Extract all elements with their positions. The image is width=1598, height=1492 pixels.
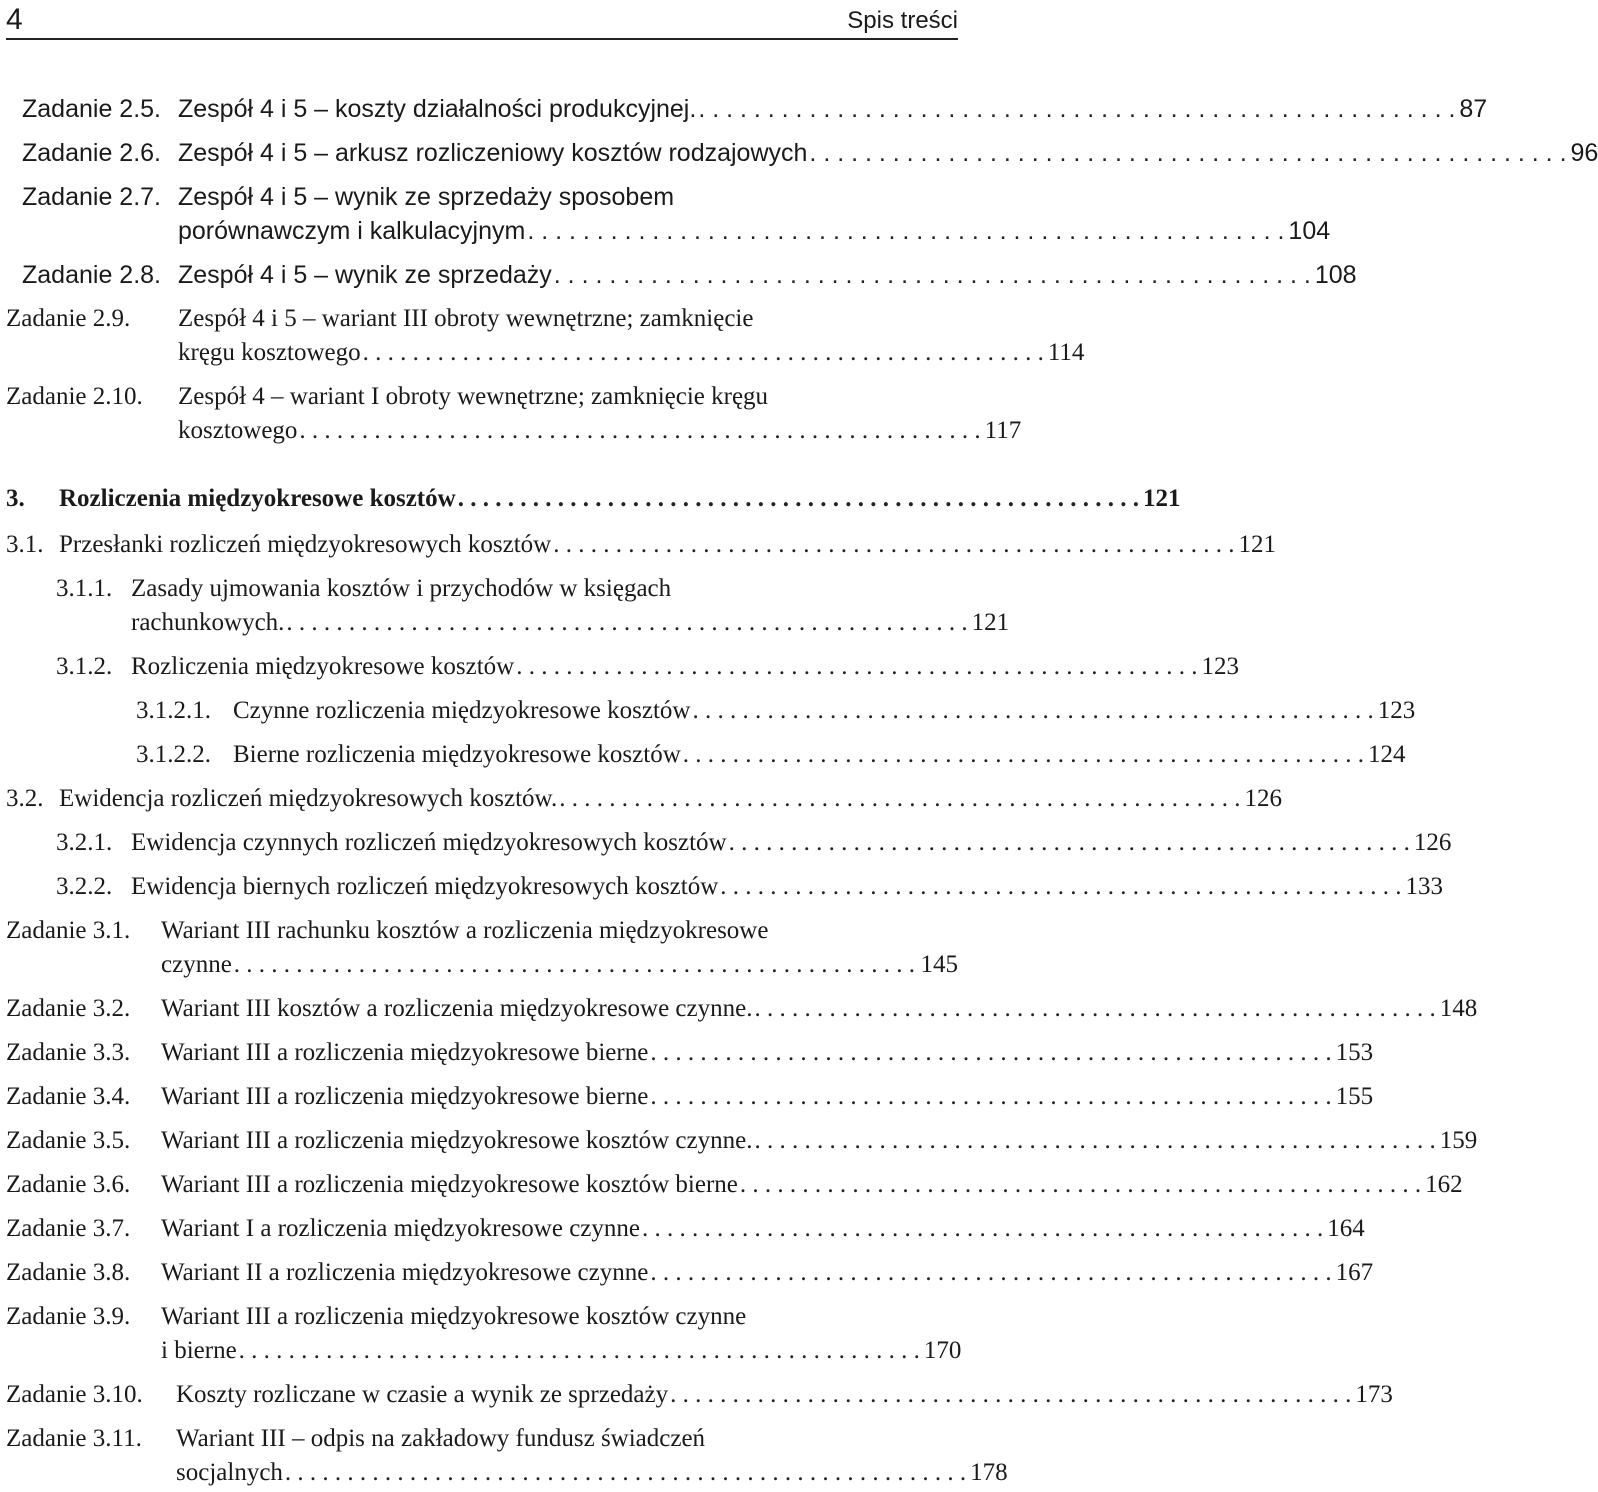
toc-entry-line [22, 258, 1357, 292]
toc-entry[interactable] [6, 992, 1478, 1026]
toc-entry-line [6, 1168, 1463, 1202]
toc-entry-page-number: 167 [1335, 1259, 1374, 1286]
toc-entry-title: Zespół 4 i 5 – wynik ze sprzedaży sposobem [178, 183, 675, 211]
toc-entry-page-number: 123 [1201, 653, 1239, 680]
toc-entry-number: Zadanie 3.8. [6, 1259, 131, 1286]
toc-entry-title: Zespół 4 – wariant I obroty wewnętrzne; zamknięcie kręgu [178, 383, 769, 410]
toc-entry-line [6, 302, 958, 336]
toc-dot-leader: . . . . . . . . . . . . . . . . . . . . . . . . . . . . . . . . . . . . . . . . . . . . . . . . . . . . . . . [650, 1039, 1332, 1066]
toc-entry-continuation [22, 214, 1331, 248]
toc-entry-page-number: 121 [1238, 531, 1276, 558]
toc-entry-line [6, 1256, 1374, 1290]
toc-entry[interactable] [6, 1422, 1008, 1490]
toc-entry-number: Zadanie 2.6. [22, 139, 161, 167]
toc-dot-leader: . . . . . . . . . . . . . . . . . . . . . . . . . . . . . . . . . . . . . . . . . . . . . . . . . . . . . . . [754, 995, 1436, 1022]
toc-entry-number: 3.2.1. [56, 829, 113, 856]
toc-entry-continuation [6, 336, 1085, 370]
toc-dot-leader: . . . . . . . . . . . . . . . . . . . . . . . . . . . . . . . . . . . . . . . . . . . . . . . . . . . . . . . [698, 95, 1456, 123]
toc-entry-number: 3.1.2.2. [136, 741, 211, 768]
toc-entry[interactable] [6, 302, 1085, 370]
toc-entry[interactable] [6, 482, 1181, 516]
toc-dot-leader: . . . . . . . . . . . . . . . . . . . . . . . . . . . . . . . . . . . . . . . . . . . . . . . . . . . . . . . [692, 697, 1374, 724]
toc-entry-title: Czynne rozliczenia międzyokresowe kosztów [233, 697, 691, 724]
toc-entry-page-number: 126 [1244, 785, 1282, 812]
toc-entry-continuation [6, 948, 958, 982]
toc-entry-page-number: 155 [1335, 1083, 1374, 1110]
toc-entry-title: Zespół 4 i 5 – koszty działalności produkcyjnej. [178, 95, 697, 123]
toc-entry-page-number: 148 [1439, 995, 1478, 1022]
toc-entry-page-number: 124 [1368, 741, 1406, 768]
toc-dot-leader: . . . . . . . . . . . . . . . . . . . . . . . . . . . . . . . . . . . . . . . . . . . . . . . . . . . . . . . [553, 261, 1311, 289]
toc-entry-number: Zadanie 3.5. [6, 1127, 131, 1154]
toc-entry-number: Zadanie 3.3. [6, 1039, 131, 1066]
toc-dot-leader: . . . . . . . . . . . . . . . . . . . . . . . . . . . . . . . . . . . . . . . . . . . . . . . . . . . . . . . [642, 1215, 1324, 1242]
toc-entry-title: Rozliczenia międzyokresowe kosztów [59, 485, 456, 512]
toc-entry-number: Zadanie 2.9. [6, 305, 131, 332]
toc-entry-title: Wariant III a rozliczenia międzyokresowe kosztów bierne [161, 1171, 738, 1198]
toc-entry[interactable] [6, 1378, 1393, 1412]
toc-entry-title: Wariant III a rozliczenia międzyokresowe kosztów czynne. [161, 1127, 753, 1154]
toc-entry-line [22, 92, 1488, 126]
toc-entry[interactable] [136, 738, 1406, 772]
toc-entry-title: i bierne [161, 1337, 237, 1364]
toc-entry-continuation [6, 414, 1022, 448]
toc-entry-title: czynne [161, 951, 232, 978]
running-head: Spis treści [847, 7, 958, 34]
toc-entry-line [6, 992, 1478, 1026]
toc-dot-leader: . . . . . . . . . . . . . . . . . . . . . . . . . . . . . . . . . . . . . . . . . . . . . . . . . . . . . . . [728, 829, 1410, 856]
toc-entry-line [6, 380, 958, 414]
toc-entry[interactable] [6, 1080, 1374, 1114]
toc-entry-number: 3. [6, 485, 25, 512]
toc-entry[interactable] [6, 1124, 1478, 1158]
toc-entry-page-number: 121 [1142, 485, 1181, 512]
toc-entry-number: Zadanie 3.1. [6, 917, 131, 944]
toc-dot-leader: . . . . . . . . . . . . . . . . . . . . . . . . . . . . . . . . . . . . . . . . . . . . . . . . . . . . . . . [670, 1381, 1352, 1408]
toc-entry-title: Bierne rozliczenia międzyokresowe kosztów [233, 741, 681, 768]
toc-entry-page-number: 164 [1327, 1215, 1365, 1242]
toc-dot-leader: . . . . . . . . . . . . . . . . . . . . . . . . . . . . . . . . . . . . . . . . . . . . . . . . . . . . . . . [457, 485, 1139, 512]
toc-entry-line [6, 1036, 1374, 1070]
toc-entry-line [6, 1422, 958, 1456]
toc-entry-title: Wariant III a rozliczenia międzyokresowe bierne [161, 1039, 649, 1066]
toc-dot-leader: . . . . . . . . . . . . . . . . . . . . . . . . . . . . . . . . . . . . . . . . . . . . . . . . . . . . . . . [527, 217, 1285, 245]
toc-entry-line [6, 528, 1276, 562]
toc-entry[interactable] [22, 92, 1488, 126]
toc-entry-title: Wariant II a rozliczenia międzyokresowe czynne [161, 1259, 649, 1286]
toc-entry-title: Wariant III rachunku kosztów a rozliczenia międzyokresowe [161, 917, 769, 944]
toc-entry[interactable] [6, 1036, 1374, 1070]
toc-entry-line [56, 826, 1452, 860]
toc-entry-title: Zasady ujmowania kosztów i przychodów w księgach [131, 575, 672, 602]
toc-entry-line [136, 694, 1416, 728]
toc-entry[interactable] [6, 380, 1022, 448]
toc-entry[interactable] [56, 826, 1452, 860]
toc-entry-title: kręgu kosztowego [178, 339, 361, 366]
toc-entry-continuation [6, 1456, 1008, 1490]
toc-entry-line [22, 180, 958, 214]
toc-entry-page-number: 104 [1288, 217, 1331, 245]
toc-entry-page-number: 96 [1570, 139, 1598, 167]
toc-entry-line [6, 482, 1181, 516]
toc-entry[interactable] [6, 1168, 1463, 1202]
toc-entry[interactable] [136, 694, 1416, 728]
toc-entry-page-number: 162 [1425, 1171, 1463, 1198]
toc-entry[interactable] [56, 650, 1239, 684]
toc-entry-title: rachunkowych. [131, 609, 285, 636]
toc-entry-title: socjalnych [176, 1459, 283, 1486]
toc-dot-leader: . . . . . . . . . . . . . . . . . . . . . . . . . . . . . . . . . . . . . . . . . . . . . . . . . . . . . . . [299, 417, 981, 444]
toc-entry-continuation [56, 606, 1010, 640]
toc-entry[interactable] [6, 528, 1276, 562]
toc-entry-page-number: 170 [923, 1337, 962, 1364]
toc-dot-leader: . . . . . . . . . . . . . . . . . . . . . . . . . . . . . . . . . . . . . . . . . . . . . . . . . . . . . . . [739, 1171, 1422, 1198]
toc-entry-title: porównawczym i kalkulacyjnym [178, 217, 526, 245]
toc-entry-line [6, 1212, 1365, 1246]
toc-entry-number: 3.1.2.1. [136, 697, 211, 724]
toc-entry-line [22, 136, 1598, 170]
toc-entry-title: Wariant III kosztów a rozliczenia międzyokresowe czynne. [161, 995, 753, 1022]
toc-entry-number: Zadanie 3.6. [6, 1171, 131, 1198]
toc-dot-leader: . . . . . . . . . . . . . . . . . . . . . . . . . . . . . . . . . . . . . . . . . . . . . . . . . . . . . . . [286, 609, 968, 636]
toc-entry-title: Zespół 4 i 5 – wariant III obroty wewnętrzne; zamknięcie [178, 305, 754, 332]
toc-entry-number: Zadanie 2.8. [22, 261, 161, 289]
toc-entry-title: Zespół 4 i 5 – arkusz rozliczeniowy kosztów rodzajowych [178, 139, 808, 167]
toc-dot-leader: . . . . . . . . . . . . . . . . . . . . . . . . . . . . . . . . . . . . . . . . . . . . . . . . . . . . . . . [650, 1083, 1332, 1110]
toc-entry-number: 3.1. [6, 531, 44, 558]
toc-entry-number: Zadanie 3.9. [6, 1303, 131, 1330]
toc-entry-number: Zadanie 3.11. [6, 1425, 142, 1452]
toc-entry[interactable] [22, 180, 1331, 248]
toc-entry-title: Ewidencja czynnych rozliczeń międzyokresowych kosztów [131, 829, 727, 856]
toc-dot-leader: . . . . . . . . . . . . . . . . . . . . . . . . . . . . . . . . . . . . . . . . . . . . . . . . . . . . . . . [682, 741, 1364, 768]
toc-entry[interactable] [22, 136, 1598, 170]
toc-entry[interactable] [56, 572, 1010, 640]
toc-entry-number: Zadanie 3.10. [6, 1381, 143, 1408]
toc-entry-number: Zadanie 3.2. [6, 995, 131, 1022]
toc-entry-page-number: 178 [970, 1459, 1008, 1486]
toc-entry[interactable] [6, 1256, 1374, 1290]
toc-entry-number: 3.1.2. [56, 653, 113, 680]
toc-entry-title: Przesłanki rozliczeń międzyokresowych kosztów [59, 531, 552, 558]
toc-entry[interactable] [22, 258, 1357, 292]
toc-entry-page-number: 126 [1413, 829, 1452, 856]
toc-entry-title: Zespół 4 i 5 – wynik ze sprzedaży [178, 261, 552, 289]
toc-entry-page-number: 173 [1355, 1381, 1393, 1408]
toc-entry-title: Ewidencja biernych rozliczeń międzyokresowych kosztów [131, 873, 719, 900]
toc-entry-line [6, 1080, 1374, 1114]
toc-entry-page-number: 153 [1335, 1039, 1374, 1066]
toc-entry-title: Wariant III – odpis na zakładowy fundusz świadczeń [176, 1425, 706, 1452]
toc-entry[interactable] [6, 1212, 1365, 1246]
toc-entry[interactable] [6, 782, 1282, 816]
toc-entry-number: 3.2.2. [56, 873, 113, 900]
toc-dot-leader: . . . . . . . . . . . . . . . . . . . . . . . . . . . . . . . . . . . . . . . . . . . . . . . . . . . . . . . [233, 951, 916, 978]
toc-entry-title: Wariant I a rozliczenia międzyokresowe czynne [161, 1215, 640, 1242]
toc-entry-page-number: 159 [1439, 1127, 1478, 1154]
toc-entry-line [6, 1300, 958, 1334]
toc-entry-line [6, 914, 958, 948]
toc-dot-leader: . . . . . . . . . . . . . . . . . . . . . . . . . . . . . . . . . . . . . . . . . . . . . . . . . . . . . . . [650, 1259, 1332, 1286]
toc-entry-title: Rozliczenia międzyokresowe kosztów [131, 653, 515, 680]
toc-entry-number: Zadanie 2.7. [22, 183, 161, 211]
toc-entry[interactable] [6, 914, 958, 982]
toc-entry-page-number: 117 [984, 417, 1022, 444]
toc-entry-number: Zadanie 3.7. [6, 1215, 131, 1242]
toc-entry-page-number: 114 [1047, 339, 1085, 366]
toc-dot-leader: . . . . . . . . . . . . . . . . . . . . . . . . . . . . . . . . . . . . . . . . . . . . . . . . . . . . . . . [362, 339, 1044, 366]
toc-entry-title: Koszty rozliczane w czasie a wynik ze sprzedaży [176, 1381, 669, 1408]
toc-dot-leader: . . . . . . . . . . . . . . . . . . . . . . . . . . . . . . . . . . . . . . . . . . . . . . . . . . . . . . . [238, 1337, 920, 1364]
toc-entry-number: Zadanie 2.10. [6, 383, 143, 410]
toc-entry-line [56, 572, 958, 606]
toc-entry-continuation [6, 1334, 962, 1368]
toc-entry-title: Wariant III a rozliczenia międzyokresowe kosztów czynne [161, 1303, 747, 1330]
toc-entry-title: kosztowego [178, 417, 298, 444]
toc-dot-leader: . . . . . . . . . . . . . . . . . . . . . . . . . . . . . . . . . . . . . . . . . . . . . . . . . . . . . . . [559, 785, 1241, 812]
toc-entry-line [136, 738, 1406, 772]
toc-entry-line [6, 1124, 1478, 1158]
toc-entry-page-number: 121 [971, 609, 1010, 636]
toc-dot-leader: . . . . . . . . . . . . . . . . . . . . . . . . . . . . . . . . . . . . . . . . . . . . . . . . . . . . . . . [720, 873, 1402, 900]
toc-entry-page-number: 133 [1405, 873, 1444, 900]
toc-entry[interactable] [56, 870, 1444, 904]
toc-entry[interactable] [6, 1300, 962, 1368]
toc-entry-line [56, 650, 1239, 684]
toc-entry-number: Zadanie 2.5. [22, 95, 161, 123]
toc-entry-page-number: 108 [1314, 261, 1357, 289]
toc-entry-number: Zadanie 3.4. [6, 1083, 131, 1110]
toc-dot-leader: . . . . . . . . . . . . . . . . . . . . . . . . . . . . . . . . . . . . . . . . . . . . . . . . . . . . . . . [809, 139, 1567, 167]
toc-entry-title: Wariant III a rozliczenia międzyokresowe bierne [161, 1083, 649, 1110]
toc-dot-leader: . . . . . . . . . . . . . . . . . . . . . . . . . . . . . . . . . . . . . . . . . . . . . . . . . . . . . . . [754, 1127, 1436, 1154]
toc-entry-line [6, 1378, 1393, 1412]
toc-entry-line [6, 782, 1282, 816]
toc-entry-title: Ewidencja rozliczeń międzyokresowych kosztów. [59, 785, 558, 812]
toc-entry-number: 3.1.1. [56, 575, 113, 602]
toc-dot-leader: . . . . . . . . . . . . . . . . . . . . . . . . . . . . . . . . . . . . . . . . . . . . . . . . . . . . . . . [516, 653, 1198, 680]
toc-entry-page-number: 87 [1459, 95, 1488, 123]
toc-entry-number: 3.2. [6, 785, 44, 812]
toc-entry-page-number: 123 [1377, 697, 1416, 724]
toc-entry-line [56, 870, 1444, 904]
page-number: 4 [6, 3, 23, 36]
toc-entry-page-number: 145 [920, 951, 958, 978]
toc-dot-leader: . . . . . . . . . . . . . . . . . . . . . . . . . . . . . . . . . . . . . . . . . . . . . . . . . . . . . . . [284, 1459, 967, 1486]
toc-dot-leader: . . . . . . . . . . . . . . . . . . . . . . . . . . . . . . . . . . . . . . . . . . . . . . . . . . . . . . . [553, 531, 1235, 558]
